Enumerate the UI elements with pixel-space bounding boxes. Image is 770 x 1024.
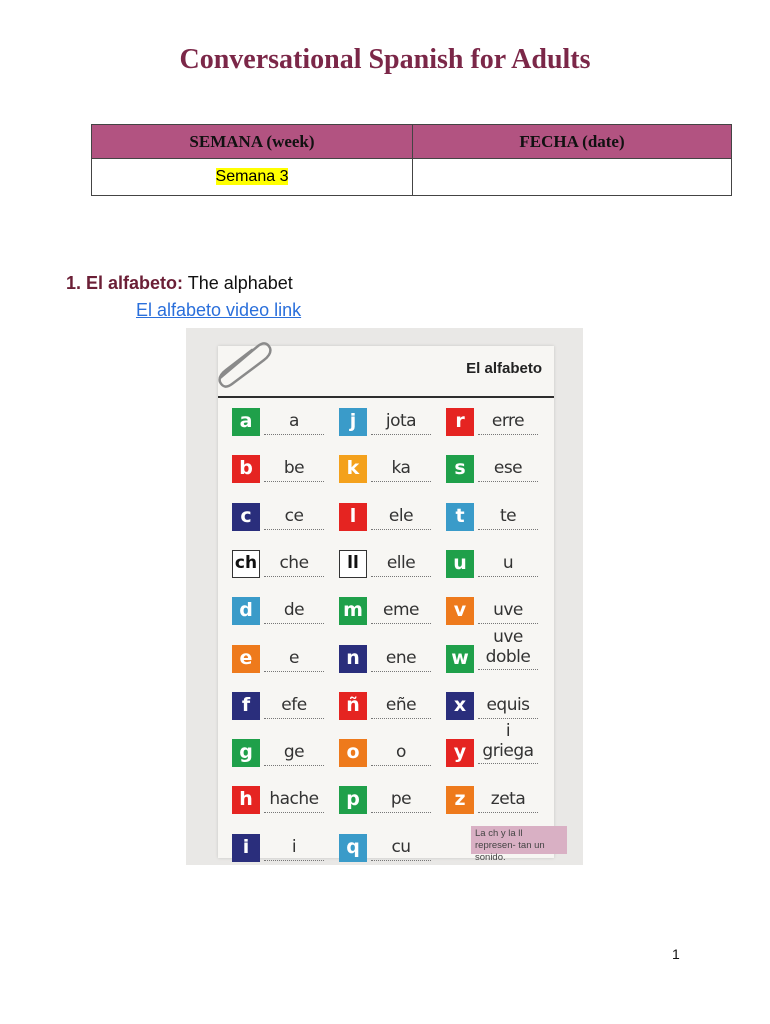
letter-square: a — [232, 408, 260, 436]
section-text: The alphabet — [183, 273, 293, 293]
letter-name: ene — [371, 647, 431, 672]
letter-square: x — [446, 692, 474, 720]
letter-name: erre — [478, 410, 538, 435]
letter-square: v — [446, 597, 474, 625]
letter-name: ese — [478, 457, 538, 482]
letter-square: f — [232, 692, 260, 720]
letter-square: ll — [339, 550, 367, 578]
letter-square: ñ — [339, 692, 367, 720]
letter-name: uve — [478, 599, 538, 624]
letter-name: e — [264, 647, 324, 672]
letter-square: w — [446, 645, 474, 673]
letter-square: u — [446, 550, 474, 578]
letter-square: j — [339, 408, 367, 436]
letter-name: elle — [371, 552, 431, 577]
letter-name: de — [264, 599, 324, 624]
document-title: Conversational Spanish for Adults — [179, 44, 591, 75]
letter-square: h — [232, 786, 260, 814]
week-date-table — [91, 124, 732, 196]
letter-square: q — [339, 834, 367, 862]
letter-square: o — [339, 739, 367, 767]
letter-square: i — [232, 834, 260, 862]
alfabeto-video-link[interactable]: El alfabeto video link — [136, 300, 302, 320]
letter-name: eme — [371, 599, 431, 624]
paperclip-icon — [212, 338, 272, 388]
page-number: 1 — [672, 946, 680, 962]
section-heading — [66, 273, 293, 294]
semana-value: Semana 3 — [215, 168, 289, 185]
letter-name: ce — [264, 505, 324, 530]
semana-header: SEMANA (week) — [92, 125, 413, 159]
letter-square: t — [446, 503, 474, 531]
letter-name: eñe — [371, 694, 431, 719]
fecha-cell — [413, 159, 732, 196]
letter-name: ele — [371, 505, 431, 530]
letter-square: b — [232, 455, 260, 483]
letter-name: che — [264, 552, 324, 577]
poster-note: La ch y la ll represen- tan un sonido. — [471, 826, 567, 854]
letter-square: ch — [232, 550, 260, 578]
letter-square: g — [232, 739, 260, 767]
letter-name: be — [264, 457, 324, 482]
alphabet-poster — [186, 328, 583, 865]
letter-square: n — [339, 645, 367, 673]
letter-name: pe — [371, 788, 431, 813]
section-label: 1. El alfabeto: — [66, 273, 184, 293]
letter-name: hache — [264, 788, 324, 813]
letter-name: u — [478, 552, 538, 577]
letter-name: equis — [478, 694, 538, 719]
letter-name: uve doble — [478, 627, 538, 670]
letter-name: te — [478, 505, 538, 530]
letter-square: r — [446, 408, 474, 436]
letter-name: jota — [371, 410, 431, 435]
poster-title: El alfabeto — [466, 360, 542, 377]
letter-name: i griega — [478, 721, 538, 764]
letter-square: s — [446, 455, 474, 483]
letter-square: e — [232, 645, 260, 673]
letter-square: c — [232, 503, 260, 531]
fecha-header: FECHA (date) — [413, 125, 732, 159]
letter-square: z — [446, 786, 474, 814]
letter-square: y — [446, 739, 474, 767]
letter-name: i — [264, 836, 324, 861]
letter-name: cu — [371, 836, 431, 861]
letter-square: m — [339, 597, 367, 625]
letter-name: ka — [371, 457, 431, 482]
letter-name: a — [264, 410, 324, 435]
letter-name: zeta — [478, 788, 538, 813]
alphabet-card — [218, 346, 554, 863]
letter-name: o — [371, 741, 431, 766]
letter-square: d — [232, 597, 260, 625]
letter-square: k — [339, 455, 367, 483]
letter-name: ge — [264, 741, 324, 766]
card-header — [218, 346, 554, 398]
letter-square: l — [339, 503, 367, 531]
semana-cell — [92, 159, 413, 196]
letter-square: p — [339, 786, 367, 814]
letter-name: efe — [264, 694, 324, 719]
